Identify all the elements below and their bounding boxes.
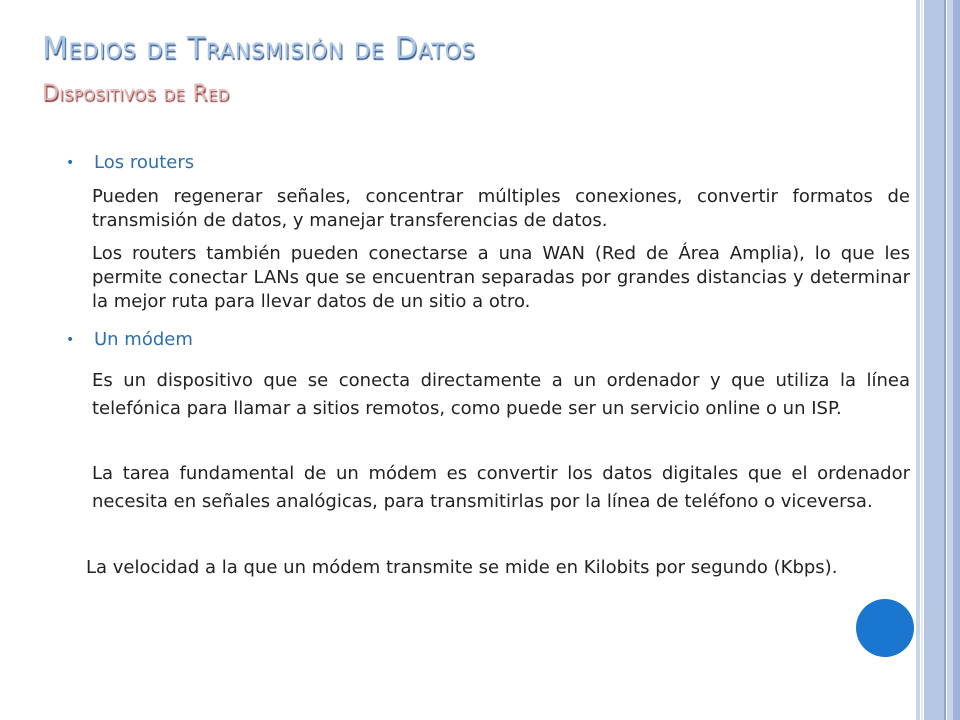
bullet-modem: [62, 329, 894, 351]
bullet-routers: [62, 152, 894, 174]
paragraph: Es un dispositivo que se conecta directamente a un ordenador y que utiliza la línea telefónica para llamar a sitios remotos, como puede ser un servicio online o un ISP.: [92, 370, 910, 419]
bullet-dot-icon: •: [66, 155, 75, 171]
slide-title: Medios de Transmisión de Datos: [42, 31, 476, 66]
paragraph: La tarea fundamental de un módem es convertir los datos digitales que el ordenador necesita en señales analógicas, para transmitirlas por la línea de teléfono o viceversa.: [92, 463, 910, 512]
slide-subtitle: Dispositivos de Red: [42, 81, 230, 106]
bullet-dot-icon: •: [66, 332, 75, 348]
bullet-label: Los routers: [94, 152, 195, 173]
bullet-label: Un módem: [94, 329, 193, 350]
paragraph: Los routers también pueden conectarse a una WAN (Red de Área Amplia), lo que les permite conectar LANs que se encuentran separadas por grandes distancias y determinar la mejor ruta para llevar datos de un sitio a otro.: [92, 243, 910, 312]
decorative-circle: [856, 599, 914, 657]
decorative-stripes: [916, 0, 960, 720]
paragraph: La velocidad a la que un módem transmite se mide en Kilobits por segundo (Kbps).: [86, 557, 838, 578]
paragraph: Pueden regenerar señales, concentrar múltiples conexiones, convertir formatos de transmisión de datos, y manejar transferencias de datos.: [92, 186, 910, 231]
